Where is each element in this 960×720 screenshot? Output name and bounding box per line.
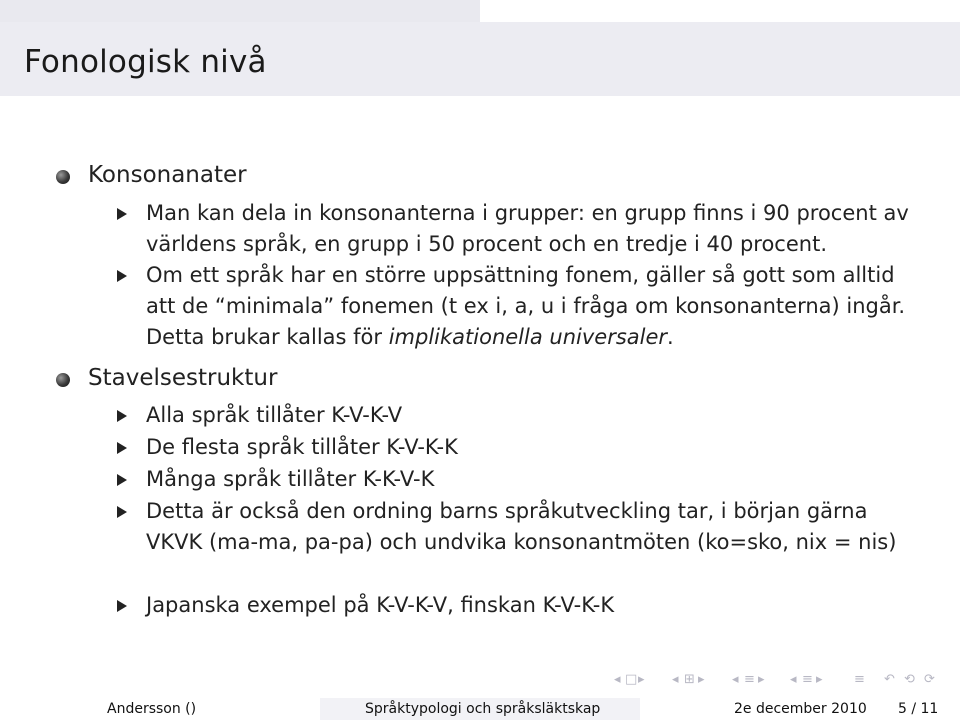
nav-next-frame-icon[interactable]: ▸ [638, 672, 645, 687]
footer-author: Andersson () [107, 701, 197, 717]
list-item: Många språk tillåter K-K-V-K [146, 467, 435, 491]
list-item: Alla språk tillåter K-V-K-V [146, 403, 403, 427]
item-arrow-icon [117, 270, 127, 282]
nav-prev-part-icon[interactable]: ◂ [790, 672, 797, 687]
item-arrow-icon [117, 410, 127, 422]
nav-outline-icon[interactable]: ≡ [854, 672, 865, 687]
item-arrow-icon [117, 474, 127, 486]
nav-prev-frame-icon[interactable]: ◂ [614, 672, 621, 687]
nav-frame-icon[interactable]: □ [625, 672, 638, 687]
emphasis-term: implikationella universaler [388, 325, 668, 349]
nav-back-icon[interactable]: ↶ [884, 672, 895, 687]
footer-author-segment [0, 698, 320, 720]
item-arrow-icon [117, 208, 127, 220]
item-arrow-icon [117, 506, 127, 518]
nav-part-icon[interactable]: ≡ [802, 672, 813, 687]
nav-next-part-icon[interactable]: ▸ [816, 672, 823, 687]
section-bullet-icon [56, 373, 70, 387]
section-heading: Stavelsestruktur [88, 365, 278, 391]
slide-title: Fonologisk nivå [24, 44, 267, 80]
nav-prev-subsection-icon[interactable]: ◂ [672, 672, 679, 687]
nav-next-section-icon[interactable]: ▸ [758, 672, 765, 687]
list-item: Detta är också den ordning barns språkutveckling tar, i början gärna VKVK (ma-ma, pa-pa) och undvika konsonantmöten (ko=sko, nix = nis) [146, 499, 897, 554]
nav-next-subsection-icon[interactable]: ▸ [698, 672, 705, 687]
item-arrow-icon [117, 600, 127, 612]
list-item: Man kan dela in konsonanterna i grupper: en grupp finns i 90 procent av världens språk, en grupp i 50 procent och en tredje i 40 procent. [146, 201, 909, 256]
section-heading: Konsonanater [88, 162, 247, 188]
list-item [146, 260, 926, 353]
slide-footer [0, 698, 960, 720]
footer-course: Språktypologi och språksläktskap [365, 701, 601, 717]
nav-subsection-icon[interactable]: ⊞ [684, 672, 695, 687]
list-item-tail: . [667, 325, 674, 349]
item-arrow-icon [117, 442, 127, 454]
footer-info-segment [640, 698, 960, 720]
nav-section-icon[interactable]: ≡ [744, 672, 755, 687]
nav-search-back-icon[interactable]: ⟲ [904, 672, 915, 687]
footer-course-segment [320, 698, 640, 720]
list-item: Japanska exempel på K-V-K-V, finskan K-V-K-K [146, 593, 615, 617]
section-bullet-icon [56, 170, 70, 184]
list-item: De flesta språk tillåter K-V-K-K [146, 435, 458, 459]
nav-prev-section-icon[interactable]: ◂ [732, 672, 739, 687]
nav-search-forward-icon[interactable]: ⟳ [924, 672, 935, 687]
footer-page-number: 5 / 11 [898, 701, 939, 717]
list-item-text: Om ett språk har en större uppsättning fonem, gäller så gott som alltid att de “minimala” fonemen (t ex i, a, u i fråga om konsonanterna) ingår. Detta brukar kallas för [146, 263, 906, 349]
beamer-navigation [614, 672, 954, 690]
footer-date: 2e december 2010 [734, 701, 867, 717]
